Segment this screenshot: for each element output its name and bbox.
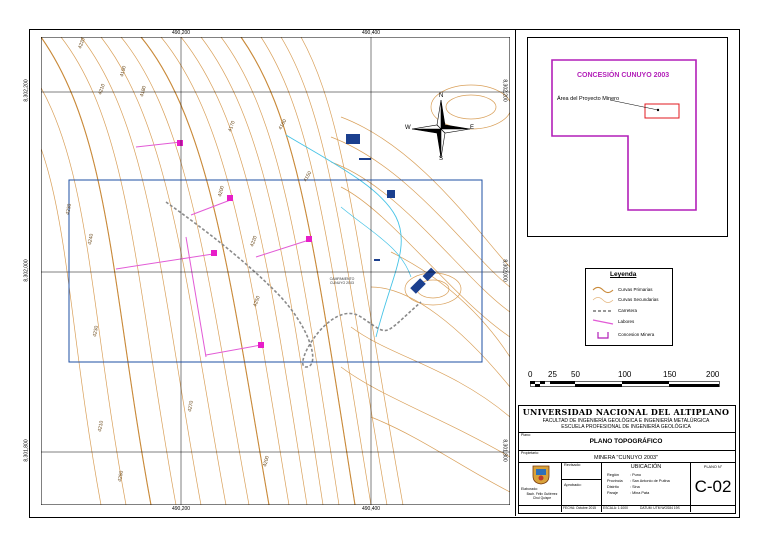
contour-elevation-label: 4250	[252, 295, 262, 308]
x-tick-top-2: 490,400	[362, 30, 381, 36]
legend-title: Leyenda	[610, 271, 637, 278]
legend-item-label: Labores	[618, 319, 635, 324]
contour-elevation-label: 4170	[227, 120, 237, 133]
contour-elevation-label: 4200	[217, 185, 226, 198]
west-label: W	[405, 125, 411, 131]
faculty-name: FACULTAD DE INGENIERÍA GEOLÓGICA E INGENIERÍA METALÚRGICA	[542, 418, 710, 424]
x-tick-bottom-2: 490,400	[362, 506, 381, 512]
contour-elevation-label: 4210	[97, 420, 105, 433]
y-tick-left-3: 8,301,800	[23, 439, 30, 462]
side-panel-divider	[515, 29, 516, 516]
scale-tick: 200	[706, 370, 720, 379]
contour-elevation-label: 4230	[65, 203, 73, 216]
fecha-value: FECHA: Octubre 2015	[563, 506, 596, 510]
location-key: Provincia	[607, 479, 623, 483]
concession-outline	[550, 58, 700, 218]
datum-value: DATUM: UTM WGS84 19S	[640, 506, 680, 510]
scale-tick: 150	[663, 370, 677, 379]
inset-title: CONCESIÓN CUNUYO 2003	[577, 72, 670, 79]
plano-number-label: PLANO N°	[703, 465, 723, 469]
scale-tick: 0	[528, 370, 533, 379]
north-label: N	[439, 93, 444, 99]
y-tick-right-3: 8,301,800	[501, 439, 508, 462]
inset-area-label: Área del Proyecto Minero	[557, 96, 620, 102]
escala-value: ESCALA: 1:1000	[603, 506, 628, 510]
location-key: Región	[607, 473, 620, 477]
location-value: : Mina Pata	[630, 491, 650, 495]
title-block-rule	[518, 450, 736, 451]
plano-field-label: Plano:	[521, 433, 531, 437]
location-value: : Sina	[630, 485, 640, 489]
elaborado-label: Elaborado:	[521, 487, 538, 491]
plano-number: C-02	[694, 477, 732, 496]
scale-tick: 25	[548, 370, 557, 379]
owner-field-label: Propietario:	[521, 451, 539, 455]
scale-bar	[530, 381, 720, 387]
contour-elevation-label: 4270	[187, 400, 195, 413]
contour-elevation-label: 4220	[77, 37, 87, 50]
contour-elevation-label: 4220	[249, 235, 259, 248]
south-label: S	[439, 156, 444, 162]
aprobado-label: Aprobado:	[564, 483, 582, 487]
camp-label: CAMPAMENTO CUNUYO 2003	[329, 277, 355, 285]
y-tick-right-1: 8,302,200	[501, 79, 508, 102]
contour-elevation-label: 4280	[117, 470, 125, 483]
contour-elevation-label: 4200	[262, 455, 271, 468]
contour-elevation-label: 4150	[302, 170, 314, 183]
x-tick-bottom-1: 490,200	[172, 506, 191, 512]
title-block-rule	[518, 462, 736, 463]
contour-elevation-label: 4240	[87, 233, 95, 246]
title-block-rule	[518, 432, 736, 433]
scale-tick: 50	[571, 370, 580, 379]
plano-title: PLANO TOPOGRÁFICO	[589, 438, 663, 445]
university-name: UNIVERSIDAD NACIONAL DEL ALTIPLANO	[522, 407, 730, 417]
east-label: E	[470, 125, 475, 131]
ubicacion-heading: UBICACIÓN	[630, 464, 662, 470]
location-key: Paraje	[607, 491, 618, 495]
cell-divider	[562, 479, 601, 480]
location-key: Distrito	[607, 485, 619, 489]
legend-swatches	[592, 284, 614, 342]
scale-tick: 100	[618, 370, 632, 379]
x-tick-top-1: 490,200	[172, 30, 191, 36]
contour-elevation-label: 4210	[97, 83, 107, 96]
university-crest-icon	[532, 465, 550, 485]
legend-item-label: Curvas Primarias	[618, 287, 653, 292]
y-tick-right-2: 8,302,000	[501, 259, 508, 282]
contour-elevation-label: 4160	[277, 118, 289, 131]
revisado-label: Revisado:	[564, 463, 581, 467]
contour-elevation-label: 4230	[92, 325, 100, 338]
school-name: ESCUELA PROFESIONAL DE INGENIERÍA GEOLÓGICA	[561, 424, 691, 430]
north-arrow-icon	[408, 96, 474, 162]
owner-name: MINERA "CUNUYO 2003"	[593, 455, 659, 461]
location-value: : Puno	[630, 473, 641, 477]
legend-item-label: Curvas Secundarias	[618, 297, 659, 302]
y-tick-left-2: 8,302,000	[23, 259, 30, 282]
y-tick-left-1: 8,302,200	[23, 79, 30, 102]
contour-elevation-label: 4190	[119, 65, 128, 78]
elaborado-name: Bach. Félix Gutiérrez Chui Quispe	[526, 492, 558, 500]
legend-item-label: Concesion Minera	[618, 332, 655, 337]
location-value: : San Antonio de Putina	[630, 479, 670, 483]
legend-item-label: Carretera	[618, 308, 638, 313]
contour-elevation-label: 4180	[139, 85, 148, 98]
